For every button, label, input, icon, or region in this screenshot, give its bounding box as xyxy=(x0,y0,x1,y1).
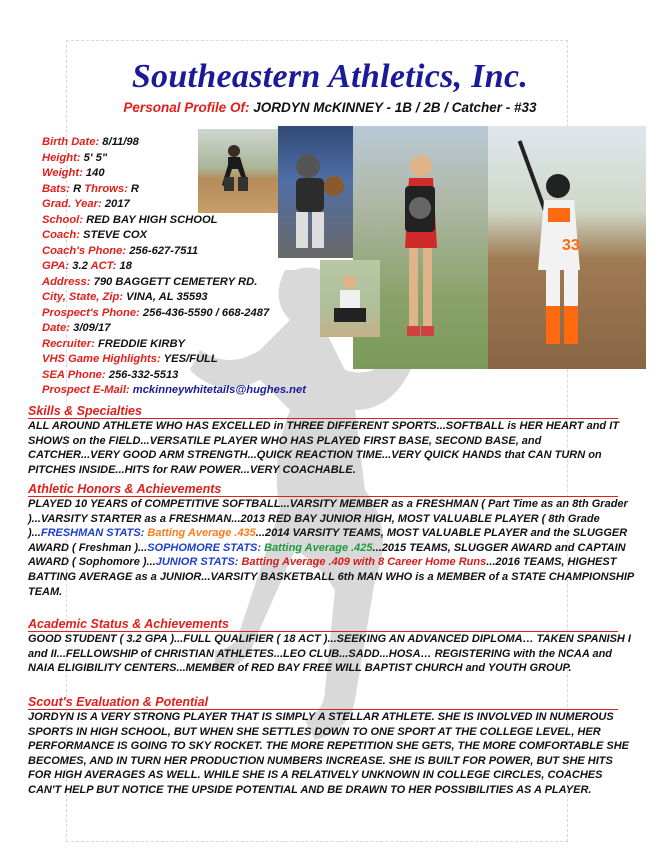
honors-text-3: ...2015 TEAMS, SLUGGER AWARD and CAPTAIN AWARD ( Sophomore )... xyxy=(28,541,626,569)
info-value: R xyxy=(130,182,140,195)
academic-heading: Academic Status & Achievements xyxy=(28,617,618,632)
honors-text-1: PLAYED 10 YEARS of COMPETITIVE SOFTBALL...VARSITY MEMBER as a FRESHMAN ( Part Time as an 8th Grader )...VARSITY STARTER as a FRESHMAN...2013 RED BAY JUNIOR HIGH, MOST VALUABLE PLAYER ( 8th Grade )... xyxy=(28,498,628,540)
info-value: 790 BAGGETT CEMETERY RD. xyxy=(93,275,258,288)
info-value: 256-436-5590 / 668-2487 xyxy=(142,306,270,319)
scout-body: JORDYN IS A VERY STRONG PLAYER THAT IS SIMPLY A STELLAR ATHLETE. SHE IS INVOLVED IN NUMEROUS SPORTS IN HIGH SCHOOL, BUT WHEN SHE SETTLES DOWN TO ONE SPORT AT THE COLLEGE LEVEL, HER PERFORMANCE IS GOING TO SKY ROCKET. THE MORE REPETITION SHE GETS, THE MORE COMFORTABLE SHE BECOMES, AND IN TURN HER PRODUCTION NUMBERS INCREASE. SHE IS BUILT FOR POWER, BUT SHE HITS FOR HIGH AVERAGES AS WELL. WHILE SHE IS A RELATIVELY UNKNOWN IN COLLEGE CIRCLES, COACHES CAN'T HELP BUT NOTICE THE UPSIDE POTENTIAL AND BE DRAWN TO HER POSSIBILITIES AS A PLAYER. xyxy=(28,711,629,796)
info-value: 18 xyxy=(119,260,132,272)
info-value: FREDDIE KIRBY xyxy=(97,337,185,350)
profile-label: Personal Profile Of: xyxy=(123,100,250,115)
sophomore-stats-value: Batting Average .425 xyxy=(261,541,373,554)
photo-fielding xyxy=(198,129,278,213)
info-row xyxy=(42,368,372,384)
photo-crouch xyxy=(320,260,380,337)
info-value: 8/11/98 xyxy=(102,136,139,148)
info-value: 3.2 xyxy=(72,260,88,272)
info-value: 3/09/17 xyxy=(73,322,111,334)
profile-subtitle xyxy=(0,100,660,115)
info-label: VHS Game Highlights: xyxy=(42,353,161,365)
freshman-stats-label: FRESHMAN STATS: xyxy=(40,527,145,540)
skills-body: ALL AROUND ATHLETE WHO HAS EXCELLED in THREE DIFFERENT SPORTS...SOFTBALL is HER HEART and IT SHOWS on the FIELD...VERSATILE PLAYER WHO HAS PLAYED FIRST BASE, SECOND BASE, and CATCHER...VERY GOOD ARM STRENGTH...QUICK REACTION TIME...VERY QUICK HANDS that CAN TURN on PITCHES INSIDE...HITS for RAW POWER...VERY COACHABLE. xyxy=(28,420,619,476)
info-label: Height: xyxy=(42,151,81,164)
info-value: STEVE COX xyxy=(83,229,148,241)
info-label: Address: xyxy=(42,275,91,288)
photo-catcher xyxy=(278,126,353,258)
info-value: 140 xyxy=(85,167,105,179)
academic-body: GOOD STUDENT ( 3.2 GPA )...FULL QUALIFIER ( 18 ACT )...SEEKING AN ADVANCED DIPLOMA… TAKEN SPANISH I and II...FELLOWSHIP of CHRISTIAN ATHLETES...LEO CLUB...SADD...HOSA… REGISTERING with the NCAA and NAIA ELIGIBILITY CENTERS...MEMBER of RED BAY FREE WILL BAPTIST CHURCH and YOUTH GROUP. xyxy=(28,633,631,675)
company-title: Southeastern Athletics, Inc. xyxy=(131,58,529,95)
info-row xyxy=(42,352,372,368)
junior-stats-label: JUNIOR STATS: xyxy=(155,556,239,569)
info-value: YES/FULL xyxy=(163,353,218,365)
junior-stats-value: Batting Average .409 with 8 Career Home Runs xyxy=(238,556,487,569)
info-label: Prospect E-Mail: xyxy=(42,384,130,396)
honors-heading: Athletic Honors & Achievements xyxy=(28,482,618,497)
info-label: GPA: xyxy=(42,260,70,272)
sophomore-stats-label: SOPHOMORE STATS: xyxy=(147,541,262,554)
info-label: Bats: xyxy=(42,182,70,195)
info-row xyxy=(42,337,372,353)
info-value: 256-332-5513 xyxy=(108,368,179,381)
info-label: Coach: xyxy=(42,229,80,241)
freshman-stats-value: Batting Average .435 xyxy=(144,527,256,540)
jersey-number: 33 xyxy=(562,237,580,254)
honors-text-2: ...2014 VARSITY TEAMS, MOST VALUABLE PLAYER and the SLUGGER AWARD ( Freshman )... xyxy=(28,527,628,554)
skills-heading: Skills & Specialties xyxy=(28,404,618,419)
info-value: 5' 5" xyxy=(83,151,108,164)
info-label: Weight: xyxy=(42,167,83,179)
info-row xyxy=(42,383,372,399)
info-label: City, State, Zip: xyxy=(42,291,124,303)
info-label: Throws: xyxy=(84,182,128,195)
info-label: Grad. Year: xyxy=(42,198,102,210)
info-label: School: xyxy=(42,213,84,226)
photo-batter xyxy=(488,126,646,369)
info-value: R xyxy=(73,182,82,195)
scout-heading: Scout's Evaluation & Potential xyxy=(28,695,618,710)
profile-value: JORDYN McKINNEY - 1B / 2B / Catcher - #33 xyxy=(253,100,537,115)
info-label: SEA Phone: xyxy=(42,368,106,381)
info-value: 256-627-7511 xyxy=(129,244,199,257)
info-value: 2017 xyxy=(104,198,130,210)
honors-body xyxy=(28,497,634,599)
info-value: VINA, AL 35593 xyxy=(126,291,208,303)
info-label: Recruiter: xyxy=(42,337,95,350)
honors-text-4: ...2016 TEAMS, HIGHEST BATTING AVERAGE as a JUNIOR...VARSITY BASKETBALL 6th MAN WHO is a MEMBER of a STATE CHAMPIONSHIP TEAM. xyxy=(28,556,634,598)
info-label: ACT: xyxy=(90,260,117,272)
info-label: Birth Date: xyxy=(42,136,100,148)
info-label: Coach's Phone: xyxy=(42,244,127,257)
info-label: Prospect's Phone: xyxy=(42,306,140,319)
info-value: mckinneywhitetails@hughes.net xyxy=(132,384,306,396)
info-label: Date: xyxy=(42,322,70,334)
info-value: RED BAY HIGH SCHOOL xyxy=(86,213,218,226)
